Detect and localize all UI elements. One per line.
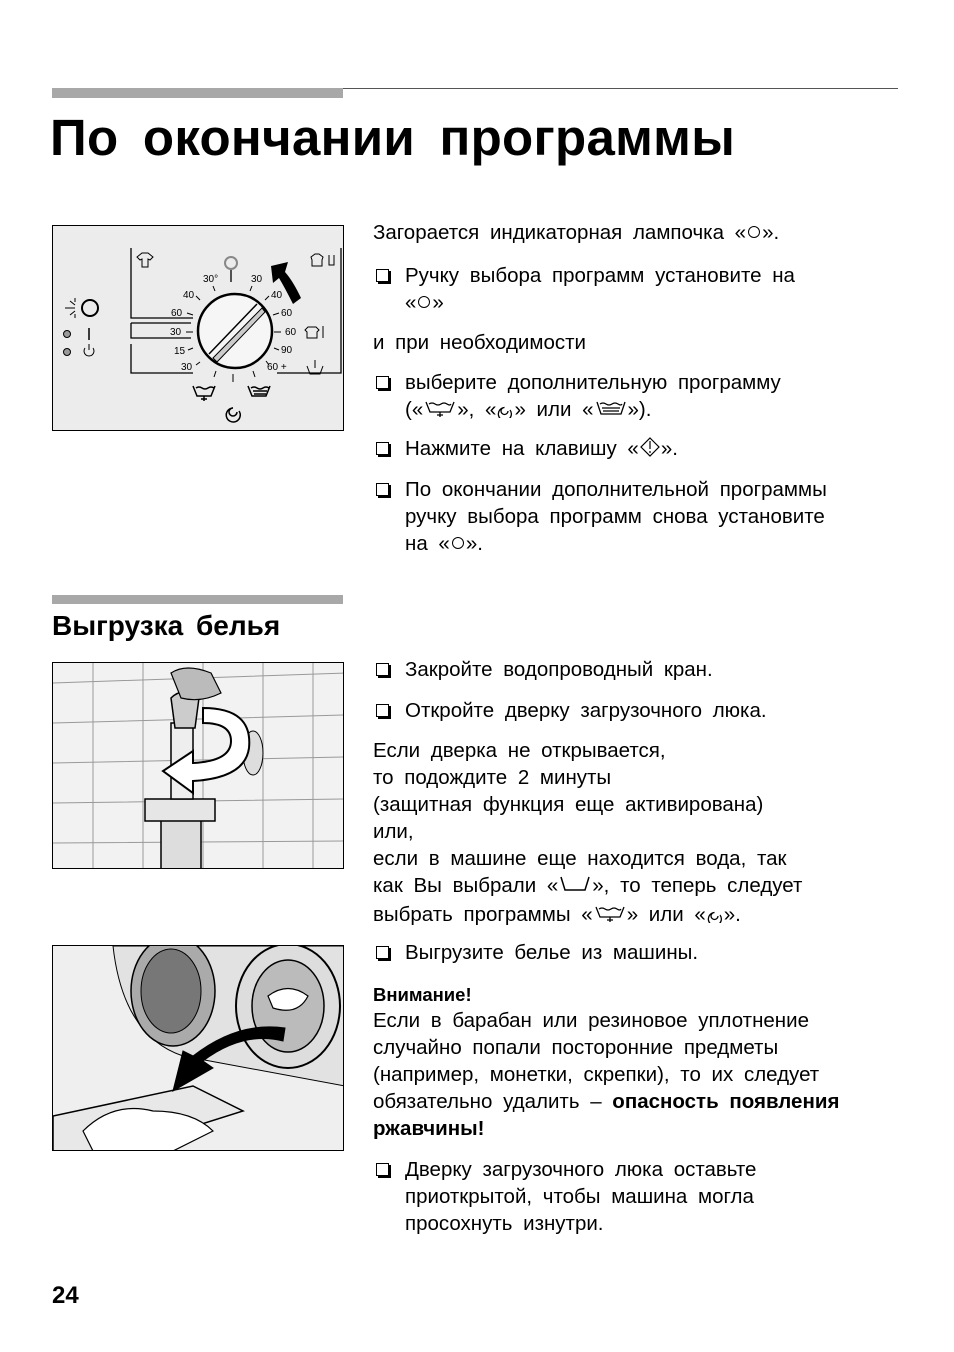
- text-line: [373, 435, 678, 464]
- close-tap-illustration: [52, 662, 344, 869]
- text-segment: на «: [405, 532, 450, 555]
- dial-label: 15: [174, 346, 186, 357]
- power-icon: [84, 344, 94, 356]
- dial-label: 60: [285, 327, 297, 338]
- text-segment: то подождите 2 минуты: [373, 766, 612, 789]
- text-segment: ».: [465, 532, 483, 555]
- dial-label: 30: [181, 362, 193, 373]
- bullet-item: [373, 697, 767, 724]
- circle-icon: [746, 221, 762, 248]
- text-segment: случайно попали посторонние предметы: [373, 1036, 779, 1059]
- text-segment: и при необходимости: [373, 331, 586, 354]
- dial-label: 40: [183, 290, 195, 301]
- start-icon: [639, 437, 661, 464]
- text-segment: выберите дополнительную программу: [405, 371, 781, 394]
- text-line: [373, 329, 586, 356]
- text-segment: », то теперь следует: [592, 874, 803, 897]
- checkbox-bullet-icon: [376, 663, 389, 676]
- text-segment: обязательно удалить –: [373, 1090, 613, 1113]
- paragraph: [373, 329, 586, 356]
- text-line: [373, 901, 802, 930]
- delicates-icon: [311, 254, 334, 266]
- dial-label: 60: [171, 308, 183, 319]
- text-segment: выбрать программы «: [373, 903, 593, 926]
- drain-icon: [594, 398, 628, 425]
- text-line: [373, 1034, 839, 1061]
- text-line: [373, 369, 781, 396]
- checkbox-bullet-icon: [376, 442, 389, 455]
- header-rule-thin: [343, 88, 898, 89]
- text-segment: Внимание!: [373, 984, 472, 1005]
- text-segment: Ручку выбора программ установите на: [405, 264, 795, 287]
- header-rule-thick: [52, 88, 343, 98]
- page-title: По окончании программы: [50, 109, 736, 166]
- text-line: [373, 791, 802, 818]
- dial-label: 90: [281, 345, 293, 356]
- text-line: [373, 697, 767, 724]
- text-segment: ».: [723, 903, 741, 926]
- checkbox-bullet-icon: [376, 269, 389, 282]
- text-line: [373, 1007, 839, 1034]
- text-segment: если в машине еще находится вода, так: [373, 847, 787, 870]
- text-line: [373, 764, 802, 791]
- text-segment: ручку выбора программ снова установите: [405, 505, 825, 528]
- paragraph: [373, 1007, 839, 1142]
- text-segment: приоткрытой, чтобы машина могла: [405, 1185, 754, 1208]
- spin-icon: [496, 398, 514, 425]
- text-line: [373, 289, 795, 318]
- rinse-plus-icon: [423, 398, 457, 425]
- text-segment: Закройте водопроводный кран.: [405, 658, 713, 681]
- text-segment: »: [432, 291, 444, 314]
- text-line: [373, 219, 779, 248]
- indicator-lamp: [65, 298, 98, 318]
- spin-icon: [706, 903, 724, 930]
- section-rule: [52, 595, 343, 604]
- text-segment: »).: [627, 398, 652, 421]
- text-line: [373, 872, 802, 901]
- checkbox-bullet-icon: [376, 946, 389, 959]
- dial-label: 60 +: [267, 362, 287, 373]
- text-line: [373, 656, 713, 683]
- text-segment: просохнуть изнутри.: [405, 1212, 604, 1235]
- led-1: [64, 331, 71, 338]
- text-segment: Если дверка не открывается,: [373, 739, 666, 762]
- text-segment: ».: [762, 221, 780, 244]
- text-line: [373, 530, 827, 559]
- circle-icon: [416, 291, 432, 318]
- text-segment: (например, монетки, скрепки), то их следует: [373, 1063, 820, 1086]
- bullet-item: [373, 1156, 756, 1237]
- circle-icon: [450, 532, 466, 559]
- checkbox-bullet-icon: [376, 704, 389, 717]
- text-line: [373, 1210, 756, 1237]
- text-segment: Откройте дверку загрузочного люка.: [405, 699, 767, 722]
- text-segment: Дверку загрузочного люка оставьте: [405, 1158, 757, 1181]
- text-segment: ».: [660, 437, 678, 460]
- text-segment: » или «: [514, 398, 594, 421]
- text-line: [373, 1088, 839, 1115]
- warning-heading: [373, 981, 472, 1008]
- shirt-icon: [137, 253, 153, 267]
- text-segment: По окончании дополнительной программы: [405, 478, 827, 501]
- bullet-item: [373, 435, 678, 464]
- text-segment: », «: [457, 398, 497, 421]
- section-title-unloading: Выгрузка белья: [52, 610, 281, 641]
- text-line: [373, 939, 698, 966]
- text-line: [373, 503, 827, 530]
- text-line: [373, 262, 795, 289]
- dial-label: 60: [281, 308, 293, 319]
- text-segment: (защитная функция еще активирована): [373, 793, 764, 816]
- text-line: [373, 737, 802, 764]
- paragraph: [373, 219, 779, 248]
- bullet-item: [373, 656, 713, 683]
- checkbox-bullet-icon: [376, 1163, 389, 1176]
- text-line: [373, 476, 827, 503]
- emphasis-text: ржавчины!: [373, 1117, 485, 1140]
- text-line: [373, 981, 472, 1008]
- paragraph: [373, 737, 802, 930]
- text-segment: Выгрузите белье из машины.: [405, 941, 699, 964]
- drain-icon: [248, 386, 270, 396]
- text-line: [373, 396, 781, 425]
- bullet-item: [373, 476, 827, 559]
- text-segment: » или «: [626, 903, 706, 926]
- text-line: [373, 1115, 839, 1142]
- control-panel-illustration: [52, 225, 344, 431]
- page-number: 24: [52, 1282, 79, 1309]
- text-segment: Нажмите на клавишу «: [405, 437, 639, 460]
- spin-icon: [226, 408, 240, 422]
- dial-label: 40: [271, 290, 283, 301]
- text-line: [373, 1061, 839, 1088]
- checkbox-bullet-icon: [376, 483, 389, 496]
- dial-label: 30: [251, 274, 263, 285]
- text-line: [373, 1156, 756, 1183]
- program-dial: [198, 294, 272, 368]
- text-segment: Если в барабан или резиновое уплотнение: [373, 1009, 809, 1032]
- text-line: [373, 845, 802, 872]
- bullet-item: [373, 262, 795, 318]
- rinse-plus-icon: [193, 386, 215, 401]
- led-2: [64, 349, 71, 356]
- text-segment: «: [405, 291, 417, 314]
- text-segment: Загорается индикаторная лампочка «: [373, 221, 747, 244]
- text-segment: («: [405, 398, 424, 421]
- basin-icon: [558, 874, 592, 901]
- text-line: [373, 1183, 756, 1210]
- checkbox-bullet-icon: [376, 376, 389, 389]
- bullet-item: [373, 939, 698, 966]
- text-segment: как Вы выбрали «: [373, 874, 559, 897]
- dial-label: 30: [170, 327, 182, 338]
- emphasis-text: опасность появления: [612, 1090, 840, 1113]
- text-line: [373, 818, 802, 845]
- bullet-item: [373, 369, 781, 425]
- off-position-circle: [225, 257, 237, 269]
- unload-laundry-illustration: [52, 945, 344, 1151]
- rinse-plus-icon: [593, 903, 627, 930]
- dial-label: 30°: [203, 274, 219, 285]
- text-segment: или,: [373, 820, 414, 843]
